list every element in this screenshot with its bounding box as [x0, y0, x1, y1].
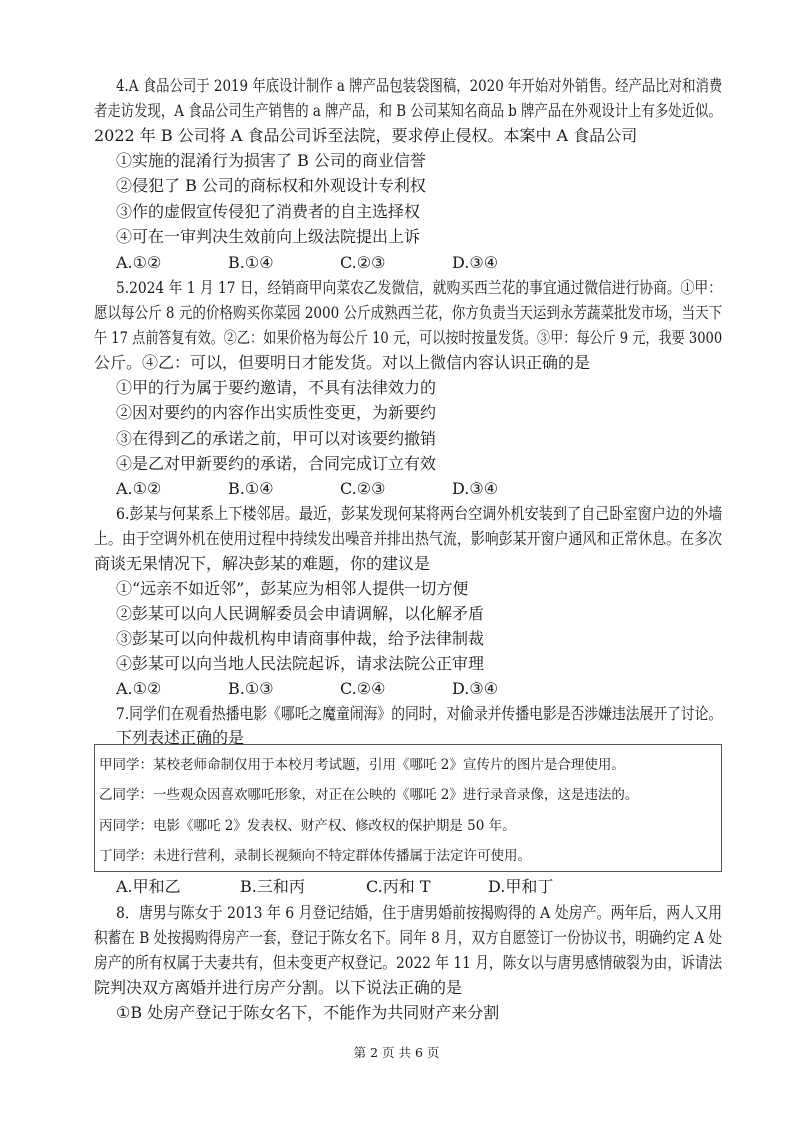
q8-stem-line-4: 院判决双方离婚并进行房产分割。以下说法正确的是	[94, 978, 463, 997]
q6-option-a: A.①②	[116, 679, 162, 698]
q6-stem-line-3: 商谈无果情况下，解决彭某的难题，你的建议是	[94, 554, 431, 573]
q4-item-3: ③作的虚假宣传侵犯了消费者的自主选择权	[116, 202, 421, 221]
q5-item-3: ③在得到乙的承诺之前，甲可以对该要约撤销	[116, 429, 437, 448]
q7-option-d: D.甲和丁	[488, 877, 554, 896]
q4-option-c: C.②③	[340, 253, 386, 272]
q6-item-3: ③彭某可以向仲裁机构申请商事仲裁，给予法律制裁	[116, 629, 485, 648]
q4-stem-line-3: 2022 年 B 公司将 A 食品公司诉至法院，要求停止侵权。本案中 A 食品公司	[94, 126, 638, 145]
page-number-footer: 第 2 页 共 6 页	[353, 1045, 440, 1060]
q4-item-2: ②侵犯了 B 公司的商标权和外观设计专利权	[116, 176, 426, 195]
q6-item-4: ④彭某可以向当地人民法院起诉，请求法院公正审理	[116, 654, 485, 673]
q4-stem-line-1: 4.A 食品公司于 2019 年底设计制作 a 牌产品包装袋图稿，2020 年开始对外销售。经产品比对和消费	[116, 76, 723, 95]
q4-option-a: A.①②	[116, 253, 162, 272]
q4-item-4: ④可在一审判决生效前向上级法院提出上诉	[116, 227, 421, 246]
q5-option-a: A.①②	[116, 479, 162, 498]
q6-option-d: D.③④	[452, 679, 499, 698]
q8-stem-line-3: 房产的所有权属于夫妻共有，但未变更产权登记。2022 年 11 月，陈女以与唐男感情破裂为由，诉请法	[94, 953, 723, 972]
q4-item-1: ①实施的混淆行为损害了 B 公司的商业信誉	[116, 151, 426, 170]
q5-option-c: C.②③	[340, 479, 386, 498]
q8-stem-line-1: 8．唐男与陈女于 2013 年 6 月登记结婚，住于唐男婚前按揭购得的 A 处房产。两年后，两人又用	[116, 903, 723, 922]
q7-option-a: A.甲和乙	[116, 877, 181, 896]
q6-option-b: B.①③	[228, 679, 274, 698]
q5-stem-line-1: 5.2024 年 1 月 17 日，经销商甲向菜农乙发微信，就购买西兰花的事宜通过微信进行协商。①甲：	[116, 278, 722, 297]
q8-stem-line-2: 积蓄在 B 处按揭购得房产一套，登记于陈女名下。同年 8 月，双方自愿签订一份协议书，明确约定 A 处	[94, 928, 723, 947]
q4-option-d: D.③④	[452, 253, 499, 272]
q7-statement-ding: 丁同学：未进行营利，录制长视频向不特定群体传播属于法定许可使用。	[99, 848, 531, 864]
q7-statements-box	[94, 744, 722, 872]
q5-option-d: D.③④	[452, 479, 499, 498]
q4-option-b: B.①④	[228, 253, 274, 272]
q7-statement-yi: 乙同学：一些观众因喜欢哪吒形象，对正在公映的《哪吒 2》进行录音录像，这是违法的。	[99, 787, 639, 803]
q6-item-1: ①“远亲不如近邻”，彭某应为相邻人提供一切方便	[116, 579, 469, 598]
q5-stem-line-2: 愿以每公斤 8 元的价格购买你菜园 2000 公斤成熟西兰花，你方负责当天运到永芳蔬菜批发市场，当天下	[94, 303, 723, 322]
q5-stem-line-3: 午 17 点前答复有效。②乙：如果价格为每公斤 10 元，可以按时按量发货。③甲：每公斤 9 元，我要 3000	[94, 328, 723, 347]
q6-stem-line-2: 上。由于空调外机在使用过程中持续发出噪音并排出热气流，影响彭某开窗户通风和正常休息。在多次	[94, 529, 722, 548]
q5-stem-line-4: 公斤。④乙：可以，但要明日才能发货。对以上微信内容认识正确的是	[94, 353, 591, 372]
q7-statement-jia: 甲同学：某校老师命制仅用于本校月考试题，引用《哪吒 2》宣传片的图片是合理使用。	[99, 757, 625, 773]
q6-item-2: ②彭某可以向人民调解委员会申请调解，以化解矛盾	[116, 604, 485, 623]
q7-option-c: C.丙和 T	[366, 877, 431, 896]
q7-option-b: B.三和丙	[240, 877, 305, 896]
q6-option-c: C.②④	[340, 679, 386, 698]
q6-stem-line-1: 6.彭某与何某系上下楼邻居。最近，彭某发现何某将两台空调外机安装到了自己卧室窗户边的外墙	[116, 504, 723, 523]
q5-item-4: ④是乙对甲新要约的承诺，合同完成订立有效	[116, 454, 437, 473]
q5-option-b: B.①④	[228, 479, 274, 498]
q5-item-2: ②因对要约的内容作出实质性变更，为新要约	[116, 403, 437, 422]
q7-stem-line-2: 下列表述正确的是	[116, 728, 245, 747]
q7-stem-line-1: 7.同学们在观看热播电影《哪吒之魔童闹海》的同时，对偷录并传播电影是否涉嫌违法展开了讨论。	[116, 704, 723, 723]
q4-stem-line-2: 者走访发现，A 食品公司生产销售的 a 牌产品，和 B 公司某知名商品 b 牌产品在外观设计上有多处近似。	[94, 101, 722, 120]
q7-statement-bing: 丙同学：电影《哪吒 2》发表权、财产权、修改权的保护期是 50 年。	[99, 818, 516, 834]
q8-item-1: ①B 处房产登记于陈女名下，不能作为共同财产来分割	[116, 1003, 500, 1022]
q5-item-1: ①甲的行为属于要约邀请，不具有法律效力的	[116, 378, 437, 397]
